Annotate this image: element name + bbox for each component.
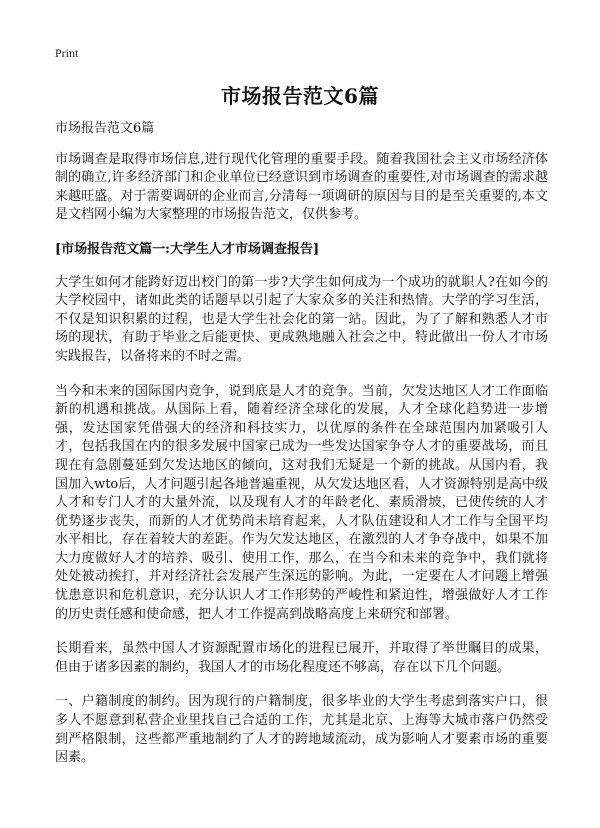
document-title: 市场报告范文6篇	[221, 84, 379, 108]
document-subtitle: 市场报告范文6篇	[55, 121, 155, 136]
document-body	[55, 120, 548, 784]
body-paragraph: 当今和未来的国际国内竞争，说到底是人才的竞争。当前，欠发达地区人才工作面临新的机遇和挑战。从国际上看，随着经济全球化的发展，人才全球化趋势进一步增强，发达国家凭借强大的经济和科技实力，以优厚的条件在全球范围内加紧吸引人才，包括我国在内的很多发展中国家已成为一些发达国家争夺人才的重要战场，而且现在有急剧蔓延到欠发达地区的倾向，这对我们无疑是一个新的挑战。从国内看，我国加入wto后，人才问题引起各地普遍重视，从欠发达地区看，人才资源特别是高中级人才和专门人才的大量外流，以及现有人才的年龄老化、素质滑坡，已使传统的人才优势逐步丧失，而新的人才优势尚未培育起来，人才队伍建设和人才工作与全国平均水平相比，存在着较大的差距。作为欠发达地区，在激烈的人才争夺战中，如果不加大力度做好人才的培养、吸引、使用工作，那么，在当今和未来的竞争中，我们就将处处被动挨打，并对经济社会发展产生深远的影响。为此，一定要在人才问题上增强忧患意识和危机意识，充分认识人才工作形势的严峻性和紧迫性，增强做好人才工作的历史责任感和使命感，把人才工作提高到战略高度上来研究和部署。	[55, 383, 548, 622]
body-paragraph: 一、户籍制度的制约。因为现行的户籍制度，很多毕业的大学生考虑到落实户口，很多人不愿意到私营企业里找自己合适的工作，尤其是北京、上海等大城市落户仍然受到严格限制，这些都严重地制约了人才的跨地域流动，成为影响人才要素市场的重要因素。	[55, 694, 548, 766]
print-link[interactable]: Print	[55, 46, 79, 60]
body-paragraph: 大学生如何才能跨好迈出校门的第一步?大学生如何成为一个成功的就职人?在如今的大学校园中，诸如此类的话题早以引起了大家众多的关注和热情。大学的学习生活，不仅是知识积累的过程，也是大学生社会化的第一站。因此，为了了解和熟悉人才市场的现状，有助于毕业之后能更快、更成熟地融入社会之中，特此做出一份人才市场实践报告，以备将来的不时之需。	[55, 274, 548, 364]
section-heading: [市场报告范文篇一:大学生人才市场调查报告]	[55, 241, 320, 257]
body-paragraph: 长期看来，虽然中国人才资源配置市场化的进程已展开，并取得了举世瞩目的成果，但由于诸多因素的制约，我国人才的市场化程度还不够高，存在以下几个问题。	[55, 641, 548, 675]
intro-paragraph: 市场调查是取得市场信息,进行现代化管理的重要手段。随着我国社会主义市场经济体制的确立,许多经济部门和企业单位已经意识到市场调查的重要性,对市场调查的需求越来越旺盛。对于需要调研的企业而言,分清每一项调研的原因与目的是至关重要的,本文是文档网小编为大家整理的市场报告范文，仅供参考。	[55, 151, 548, 223]
